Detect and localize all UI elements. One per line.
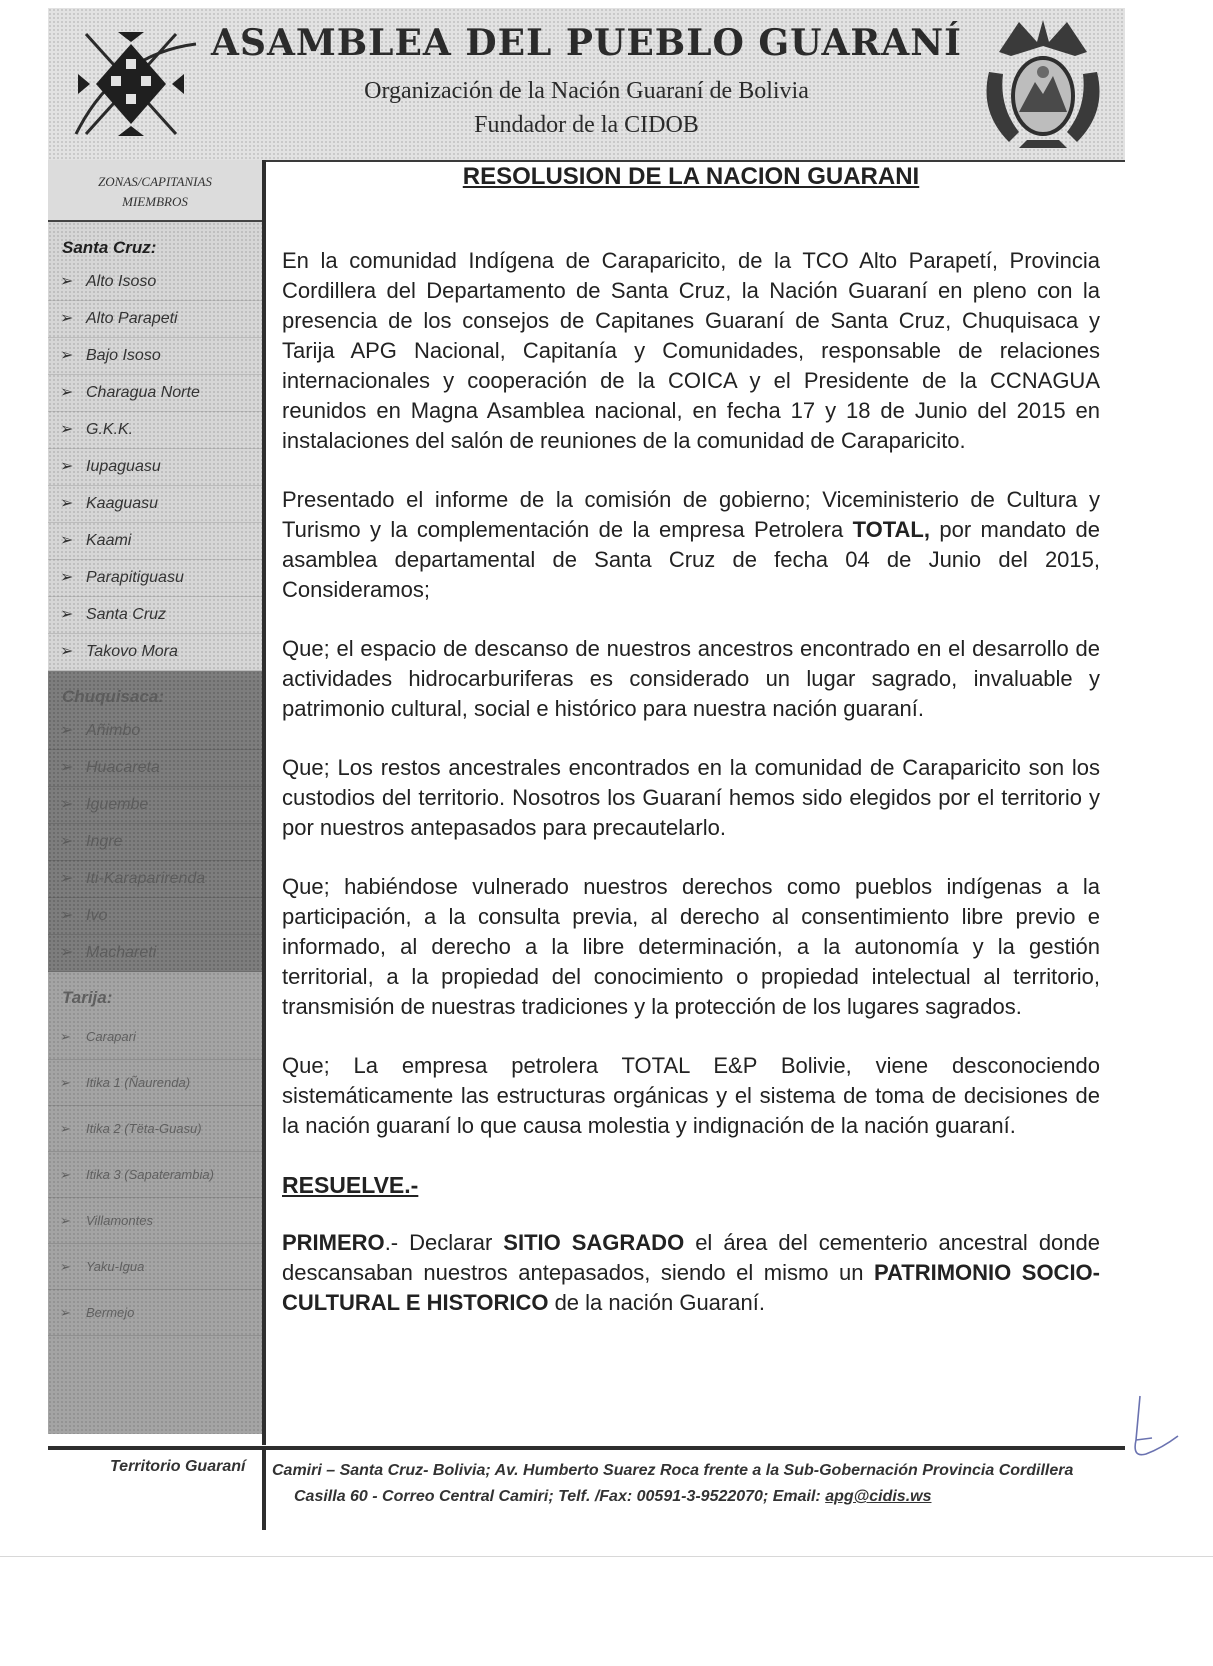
arrow-bullet-icon: ➢ xyxy=(60,1029,71,1044)
paragraph-first-resolution xyxy=(282,1228,1100,1318)
chuquisaca-section xyxy=(48,671,262,972)
list-item-label: Kaami xyxy=(86,532,132,549)
list-item xyxy=(48,634,262,671)
heritage-phrase: PATRIMONIO SOCIO-CULTURAL E HISTORICO xyxy=(282,1260,1100,1315)
arrow-bullet-icon: ➢ xyxy=(60,944,74,961)
paragraph-considering-3: Que; habiéndose vulnerado nuestros derechos como pueblos indígenas a la participación, a la consulta previa, al derecho al consentimiento libre previo e informado, al derecho a la libre determinación, a la autonomía y la gestión territorial, a la propiedad del conocimiento o propiedad intelectual al territorio, transmisión de nuestras tradiciones y la protección de los lugares sagrados. xyxy=(282,874,1100,1019)
chuquisaca-label: Chuquisaca: xyxy=(62,687,165,706)
list-item-label: Bermejo xyxy=(86,1305,135,1320)
list-item-label: Ingre xyxy=(86,833,123,850)
list-item-label: Añimbo xyxy=(86,722,141,739)
arrow-bullet-icon: ➢ xyxy=(60,1121,71,1136)
arrow-bullet-icon: ➢ xyxy=(60,870,74,887)
paragraph-report xyxy=(282,485,1100,605)
footer-vertical-divider xyxy=(262,1446,266,1530)
arrow-bullet-icon: ➢ xyxy=(60,796,74,813)
arrow-bullet-icon: ➢ xyxy=(60,722,74,739)
arrow-bullet-icon: ➢ xyxy=(60,833,74,850)
list-item xyxy=(48,523,262,560)
arrow-bullet-icon: ➢ xyxy=(60,643,74,660)
list-item xyxy=(48,560,262,597)
list-item xyxy=(48,1244,262,1290)
list-item-label: Santa Cruz xyxy=(86,606,167,623)
footer-divider xyxy=(48,1446,1125,1450)
first-text-b: .- Declarar xyxy=(384,1230,504,1255)
sidebar-spacer xyxy=(48,1336,262,1434)
page-edge xyxy=(0,1556,1213,1557)
list-item-label: Parapitiguasu xyxy=(86,569,184,586)
list-item xyxy=(48,375,262,412)
arrow-bullet-icon: ➢ xyxy=(60,1305,71,1320)
list-item xyxy=(48,301,262,338)
list-item xyxy=(48,824,262,861)
paragraph-considering-2: Que; Los restos ancestrales encontrados en la comunidad de Caraparicito son los custodios del territorio. Nosotros los Guaraní hemos sido elegidos por el territorio y por nuestros antepasados para precautelarlo. xyxy=(282,755,1100,840)
list-item xyxy=(48,412,262,449)
letterhead xyxy=(48,8,1125,162)
list-item-label: Takovo Mora xyxy=(86,643,178,660)
footer-contact: Casilla 60 - Correo Central Camiri; Telf. /Fax: 00591-3-9522070; Email: xyxy=(294,1488,826,1505)
list-item xyxy=(48,597,262,634)
arrow-bullet-icon: ➢ xyxy=(60,606,74,623)
resolution-body xyxy=(282,160,1100,1347)
list-item xyxy=(48,264,262,301)
resolves-heading: RESUELVE.- xyxy=(282,1172,419,1198)
organization-title: ASAMBLEA DEL PUEBLO GUARANÍ xyxy=(211,22,962,64)
list-item-label: Ivo xyxy=(86,907,108,924)
arrow-bullet-icon: ➢ xyxy=(60,347,74,364)
member-zones-sidebar xyxy=(48,160,266,1445)
list-item xyxy=(48,1152,262,1198)
paragraph-intro: En la comunidad Indígena de Caraparicito, de la TCO Alto Parapetí, Provincia Cordillera del Departamento de Santa Cruz, la Nación Guaraní en pleno con la presencia de los consejos de Capitanes Guaraní de Santa Cruz, Chuquisaca y Tarija APG Nacional, Capitanía y Comunidades, responsable de relaciones internacionales y cooperación de la COICA y el Presidente de la CCNAGUA reunidos en Magna Asamblea nacional, en fecha 17 y 18 de Junio del 2015 en instalaciones del salón de reuniones de la comunidad de Caraparicito. xyxy=(282,248,1100,453)
arrow-bullet-icon: ➢ xyxy=(60,532,74,549)
list-item-label: Carapari xyxy=(86,1029,136,1044)
list-item xyxy=(48,787,262,824)
arrow-bullet-icon: ➢ xyxy=(60,1213,71,1228)
list-item xyxy=(48,1290,262,1336)
santa-cruz-section xyxy=(48,222,262,671)
list-item-label: G.K.K. xyxy=(86,421,134,438)
list-item-label: Iguembe xyxy=(86,796,149,813)
arrow-bullet-icon: ➢ xyxy=(60,1167,71,1182)
arrow-bullet-icon: ➢ xyxy=(60,907,74,924)
paragraph-report-total: TOTAL, xyxy=(852,517,930,542)
paragraph-considering-1: Que; el espacio de descanso de nuestros ancestros encontrado en el desarrollo de actividades hidrocarburiferas es considerado un lugar sagrado, invaluable y patrimonio cultural, social e histórico para nuestra nación guaraní. xyxy=(282,636,1100,721)
list-item-label: Kaaguasu xyxy=(86,495,159,512)
tarija-label: Tarija: xyxy=(62,988,113,1007)
santa-cruz-label: Santa Cruz: xyxy=(62,238,157,257)
list-item-label: Itika 1 (Ñaurenda) xyxy=(86,1075,191,1090)
arrow-bullet-icon: ➢ xyxy=(60,495,74,512)
footer-email[interactable]: apg@cidis.ws xyxy=(825,1488,932,1505)
footer-territory: Territorio Guaraní xyxy=(110,1458,246,1475)
list-item xyxy=(48,861,262,898)
sidebar-heading-line2: MIEMBROS xyxy=(122,194,188,209)
list-item xyxy=(48,1060,262,1106)
list-item-label: Iupaguasu xyxy=(86,458,161,475)
list-item-label: Itika 2 (Tëta-Guasu) xyxy=(86,1121,202,1136)
arrow-bullet-icon: ➢ xyxy=(60,1075,71,1090)
arrow-bullet-icon: ➢ xyxy=(60,273,74,290)
bolivia-coat-of-arms-icon xyxy=(979,12,1107,156)
handwritten-signature-icon xyxy=(1122,1392,1182,1464)
paragraph-report-text-a: Presentado el informe de la comisión de gobierno; Viceministerio de Cultura y Turismo y la complementación de la empresa Petrolera xyxy=(282,487,1100,542)
tarija-section xyxy=(48,972,262,1434)
list-item-label: Itika 3 (Sapaterambia) xyxy=(86,1167,214,1182)
first-text-d: el área del cementerio ancestral donde descansaban nuestros antepasados, siendo el mismo un xyxy=(282,1230,1101,1285)
list-item-label: Charagua Norte xyxy=(86,384,200,401)
list-item xyxy=(48,1106,262,1152)
arrow-bullet-icon: ➢ xyxy=(60,569,74,586)
list-item-label: Huacareta xyxy=(86,759,160,776)
arrow-bullet-icon: ➢ xyxy=(60,310,74,327)
document-title: RESOLUSION DE LA NACION GUARANI xyxy=(462,163,920,190)
first-text-f: de la nación Guaraní. xyxy=(548,1290,765,1315)
arrow-bullet-icon: ➢ xyxy=(60,759,74,776)
arrow-bullet-icon: ➢ xyxy=(60,421,74,438)
list-item-label: Villamontes xyxy=(86,1213,153,1228)
footer-address-line1: Camiri – Santa Cruz- Bolivia; Av. Humberto Suarez Roca frente a la Sub-Gobernación Provincia Cordillera xyxy=(272,1462,1074,1479)
list-item xyxy=(48,449,262,486)
arrow-bullet-icon: ➢ xyxy=(60,458,74,475)
paragraph-considering-4: Que; La empresa petrolera TOTAL E&P Bolivie, viene desconociendo sistemáticamente las estructuras orgánicas y el sistema de toma de decisiones de la nación guaraní lo que causa molestia y indignación de la nación guaraní. xyxy=(282,1053,1100,1138)
arrow-bullet-icon: ➢ xyxy=(60,384,74,401)
arrow-bullet-icon: ➢ xyxy=(60,1259,71,1274)
sacred-site: SITIO SAGRADO xyxy=(503,1230,685,1255)
list-item-label: Alto Isoso xyxy=(86,273,157,290)
footer-address xyxy=(272,1458,1112,1510)
list-item xyxy=(48,1198,262,1244)
organization-subtitle: Organización de la Nación Guaraní de Bolivia xyxy=(364,78,809,104)
list-item xyxy=(48,713,262,750)
list-item-label: Yaku-Igua xyxy=(86,1259,145,1274)
list-item xyxy=(48,486,262,523)
sidebar-heading-line1: ZONAS/CAPITANIAS xyxy=(98,174,212,189)
first-label: PRIMERO xyxy=(282,1230,385,1255)
list-item xyxy=(48,338,262,375)
footer-address-line2 xyxy=(272,1484,1112,1510)
list-item-label: Alto Parapeti xyxy=(86,310,178,327)
list-item xyxy=(48,750,262,787)
list-item xyxy=(48,1014,262,1060)
list-item xyxy=(48,898,262,935)
paragraph-report-text-c: por mandato de asamblea departamental de Santa Cruz de fecha 04 de Junio del 2015, Consideramos; xyxy=(282,517,1100,602)
organization-founder-line: Fundador de la CIDOB xyxy=(474,112,699,138)
list-item xyxy=(48,935,262,972)
list-item-label: Bajo Isoso xyxy=(86,347,161,364)
sidebar-heading xyxy=(48,160,262,222)
list-item-label: Machareti xyxy=(86,944,157,961)
list-item-label: Iti-Karaparirenda xyxy=(86,870,206,887)
